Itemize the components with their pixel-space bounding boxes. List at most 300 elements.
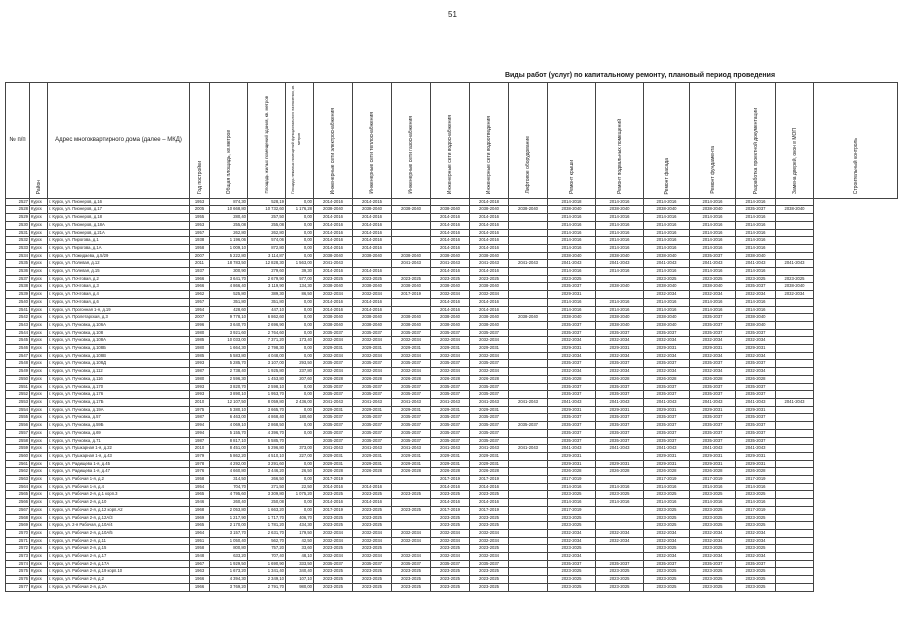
table-cell: 1969 (190, 514, 210, 522)
table-cell: 2041-2043 (596, 445, 644, 453)
table-cell: г. Курск, ул. Пучковка, д.112 (48, 368, 190, 376)
table-cell: 2029-2031 (470, 452, 509, 460)
table-cell: 2035-2037 (596, 422, 644, 430)
table-cell: 2035-2037 (596, 329, 644, 337)
table-cell: 2023-2025 (470, 545, 509, 553)
table-cell: 2023-2025 (548, 576, 596, 584)
table-cell: 2032-2034 (470, 537, 509, 545)
table-cell: 2014-2016 (314, 306, 353, 314)
table-cell: 2023-2025 (736, 275, 776, 283)
table-cell: 2023-2025 (736, 491, 776, 499)
table-cell: 2014-2016 (548, 214, 596, 222)
table-cell: г. Курск, ул. Полевая, д.12 (48, 260, 190, 268)
table-cell: 3 921,60 (210, 329, 248, 337)
table-cell: 1967 (190, 560, 210, 568)
table-cell: 2023-2025 (736, 568, 776, 576)
table-cell: 2014-2016 (353, 298, 392, 306)
table-cell (509, 321, 548, 329)
table-cell: 2014-2016 (314, 298, 353, 306)
table-cell: 2014-2016 (470, 237, 509, 245)
table-cell: г. Курск, ул. Пионеров, д.16 (48, 198, 190, 206)
table-cell: 2035-2037 (644, 383, 690, 391)
table-cell: 2035-2037 (690, 437, 736, 445)
table-cell: 2032-2034 (314, 537, 353, 545)
table-cell: 1993 (190, 383, 210, 391)
table-cell (392, 306, 431, 314)
table-cell: 2035-2037 (596, 391, 644, 399)
table-cell: 2017-2019 (431, 476, 470, 484)
table-cell: 2014-2016 (431, 499, 470, 507)
table-cell: 2014-2016 (431, 306, 470, 314)
table-cell: 2023-2025 (353, 522, 392, 530)
table-row (6, 214, 898, 222)
table-cell: 434,30 (286, 522, 314, 530)
header-row (6, 83, 898, 199)
table-cell: Курск (30, 244, 48, 252)
table-cell (509, 553, 548, 561)
table-cell: 2032-2034 (690, 368, 736, 376)
table-cell (509, 375, 548, 383)
table-cell: 2038-2040 (736, 252, 776, 260)
table-cell (776, 414, 814, 422)
table-cell: 2014-2016 (431, 298, 470, 306)
table-cell: 2014-2016 (644, 499, 690, 507)
table-cell: 2563 (6, 476, 30, 484)
table-cell: 2038-2040 (314, 283, 353, 291)
table-cell: 2038-2040 (644, 283, 690, 291)
table-cell: 2035-2037 (690, 314, 736, 322)
table-cell: 2550 (6, 375, 30, 383)
table-cell: 2023-2025 (548, 275, 596, 283)
table-cell: 1966 (190, 283, 210, 291)
table-cell: 2014-2016 (596, 483, 644, 491)
table-cell: 2032-2034 (431, 352, 470, 360)
table-cell: 2038-2040 (470, 314, 509, 322)
table-cell: 2041-2043 (353, 398, 392, 406)
table-cell: 2029-2031 (690, 345, 736, 353)
table-cell: 1985 (190, 352, 210, 360)
table-cell: 2032-2034 (353, 553, 392, 561)
table-cell: 2026-2028 (644, 468, 690, 476)
table-cell: 2014-2016 (644, 483, 690, 491)
table-cell: 2032-2034 (392, 368, 431, 376)
table-cell: 2035-2037 (431, 560, 470, 568)
table-cell: 2561 (6, 460, 30, 468)
table-row (6, 229, 898, 237)
table-cell: 2014-2016 (353, 221, 392, 229)
table-cell: 2026-2028 (596, 375, 644, 383)
table-cell: 2023-2025 (353, 514, 392, 522)
table-cell: 2014-2016 (314, 268, 353, 276)
table-cell: 1994 (190, 422, 210, 430)
table-cell: 2023-2025 (736, 522, 776, 530)
col-lift: Лифтовое оборудование (509, 83, 548, 199)
table-cell (509, 476, 548, 484)
table-cell: 2023-2025 (470, 275, 509, 283)
table-cell: 2038-2040 (548, 206, 596, 214)
table-cell: 2035-2037 (596, 429, 644, 437)
table-cell: г. Курск, ул. Почтовая, д.4 (48, 291, 190, 299)
table-cell: 2032-2034 (431, 529, 470, 537)
table-cell: 2014-2016 (548, 244, 596, 252)
table-cell: 2023-2025 (431, 491, 470, 499)
table-cell: 2035-2037 (353, 414, 392, 422)
table-cell: 12 107,50 (210, 398, 248, 406)
table-cell: 2029-2031 (392, 460, 431, 468)
table-cell: 2 764,60 (248, 329, 286, 337)
table-cell: 2014-2016 (644, 229, 690, 237)
table-cell: 1955 (190, 214, 210, 222)
table-cell: 2035-2037 (548, 283, 596, 291)
table-cell: 2032-2034 (314, 352, 353, 360)
table-cell: 2029-2031 (644, 460, 690, 468)
table-body (6, 198, 898, 591)
table-cell: 2041-2043 (470, 445, 509, 453)
table-cell: г. Курск, ул. Почтовая, д.6 (48, 298, 190, 306)
table-cell: 2014-2016 (548, 268, 596, 276)
table-cell: 2038-2040 (596, 206, 644, 214)
table-cell: Курск (30, 206, 48, 214)
table-row (6, 337, 898, 345)
table-cell: 2038-2040 (736, 314, 776, 322)
table-cell: 1 075,20 (286, 491, 314, 499)
table-row (6, 391, 898, 399)
table-cell: 2 631,70 (248, 529, 286, 537)
table-row (6, 268, 898, 276)
table-cell: 0,00 (286, 252, 314, 260)
table-cell: 2023-2025 (431, 576, 470, 584)
col-area-nonres: Площадь нежилых помещений функционального назначения, кв. метров (286, 83, 314, 199)
table-cell: 2032-2034 (690, 529, 736, 537)
table-cell: 2023-2025 (548, 514, 596, 522)
table-cell: 980,00 (286, 583, 314, 591)
table-cell: 1963 (190, 568, 210, 576)
table-cell: г. Курск, ул. Рабочая 2-я, д.15 (48, 545, 190, 553)
table-cell (776, 214, 814, 222)
table-cell: 2014-2016 (736, 244, 776, 252)
table-cell: г. Курск, ул. Пучковка, д.116 (48, 375, 190, 383)
table-cell: 2023-2025 (470, 576, 509, 584)
table-cell: 2032-2034 (644, 537, 690, 545)
table-cell: 2023-2025 (690, 568, 736, 576)
table-cell: 2032-2034 (736, 291, 776, 299)
table-cell: Курск (30, 214, 48, 222)
table-cell: 2014-2016 (690, 229, 736, 237)
table-cell: 2023-2025 (353, 491, 392, 499)
table-row (6, 306, 898, 314)
table-cell: 2023-2025 (736, 545, 776, 553)
table-cell: 2557 (6, 429, 30, 437)
table-row (6, 553, 898, 561)
table-cell: 2026-2028 (431, 468, 470, 476)
table-cell: 1987 (190, 437, 210, 445)
table-row (6, 406, 898, 414)
table-cell: 2014-2016 (644, 298, 690, 306)
table-cell: 2014-2016 (470, 244, 509, 252)
table-cell: 2041-2043 (548, 445, 596, 453)
table-cell: 3 640,70 (210, 321, 248, 329)
table-cell: 2528 (6, 206, 30, 214)
table-cell: 2014-2016 (353, 499, 392, 507)
table-cell: 0,00 (286, 244, 314, 252)
table-cell: 1 663,20 (248, 506, 286, 514)
table-cell: 2035-2037 (596, 437, 644, 445)
table-cell: 0,00 (286, 422, 314, 430)
table-cell: 2035-2037 (431, 437, 470, 445)
table-cell: 2014-2016 (596, 237, 644, 245)
table-cell: 2041-2043 (392, 398, 431, 406)
table-cell: 5 222,80 (210, 252, 248, 260)
table-cell: 2032-2034 (548, 352, 596, 360)
table-cell: 1987 (190, 368, 210, 376)
table-cell: 2041-2043 (431, 260, 470, 268)
table-cell: 2026-2028 (736, 375, 776, 383)
table-cell: 2035-2037 (470, 383, 509, 391)
table-cell: г. Курск, ул. Пучковка, д.69 (48, 429, 190, 437)
table-cell: 2038-2040 (392, 252, 431, 260)
table-cell: 2035-2037 (470, 414, 509, 422)
table-cell (776, 352, 814, 360)
table-cell: 2543 (6, 321, 30, 329)
table-cell: 2032-2034 (314, 368, 353, 376)
table-cell: 2017-2019 (392, 291, 431, 299)
table-cell: Курск (30, 522, 48, 530)
table-row (6, 422, 898, 430)
table-cell: 2023-2025 (314, 275, 353, 283)
table-cell: Курск (30, 506, 48, 514)
table-cell: Курск (30, 476, 48, 484)
table-cell: 314,50 (210, 476, 248, 484)
table-cell: 3 157,70 (210, 529, 248, 537)
table-cell: Курск (30, 221, 48, 229)
table-cell: г. Курск, ул. Пучковка, д.170 (48, 383, 190, 391)
table-cell: 2038-2040 (314, 314, 353, 322)
table-cell: 3 119,90 (248, 283, 286, 291)
table-cell: 2026-2028 (690, 375, 736, 383)
table-cell: Курск (30, 375, 48, 383)
table-cell: Курск (30, 237, 48, 245)
table-cell: 2035-2037 (548, 329, 596, 337)
table-cell: 2026-2028 (431, 375, 470, 383)
table-cell: 2032-2034 (470, 352, 509, 360)
table-cell: 1 925,80 (248, 368, 286, 376)
table-cell: 2023-2025 (353, 568, 392, 576)
table-cell: 1 929,50 (210, 560, 248, 568)
table-cell: 0,00 (286, 229, 314, 237)
table-cell: 2017-2019 (431, 506, 470, 514)
table-cell: 6 862,60 (248, 314, 286, 322)
table-cell: Курск (30, 414, 48, 422)
table-cell: 2029-2031 (548, 406, 596, 414)
table-row (6, 368, 898, 376)
table-cell (392, 522, 431, 530)
table-cell (776, 306, 814, 314)
table-cell: Курск (30, 499, 48, 507)
table-cell: 2014-2016 (736, 221, 776, 229)
table-cell (776, 422, 814, 430)
table-cell: Курск (30, 429, 48, 437)
table-cell: 257,50 (248, 214, 286, 222)
table-cell: 2035-2037 (392, 414, 431, 422)
table-cell: 0,00 (286, 476, 314, 484)
table-row (6, 329, 898, 337)
table-cell (776, 252, 814, 260)
table-cell: 2035-2037 (314, 422, 353, 430)
table-cell: 2038-2040 (353, 206, 392, 214)
table-cell: г. Курск, ул. Рабочая 2-я, д.10А/5 (48, 529, 190, 537)
table-cell: Курск (30, 268, 48, 276)
table-row (6, 437, 898, 445)
table-cell (776, 514, 814, 522)
table-cell: 2014-2016 (353, 244, 392, 252)
table-cell: 2014-2016 (470, 499, 509, 507)
table-cell: 2038-2040 (470, 206, 509, 214)
table-cell: 2035-2037 (644, 429, 690, 437)
table-cell: 2023-2025 (736, 583, 776, 591)
table-cell: 0,00 (286, 383, 314, 391)
table-cell: 2041-2043 (431, 398, 470, 406)
table-cell: 279,60 (248, 268, 286, 276)
col-sewer: Инженерные сети водоотведения (470, 83, 509, 199)
table-row (6, 360, 898, 368)
table-cell: 2032-2034 (314, 529, 353, 537)
table-cell: 2035-2037 (353, 437, 392, 445)
table-cell: 2023-2025 (470, 522, 509, 530)
table-cell: 2014-2015 (353, 198, 392, 206)
table-cell: 2014-2016 (314, 483, 353, 491)
table-cell: 2032-2034 (470, 291, 509, 299)
table-cell: 2566 (6, 499, 30, 507)
table-cell: 2017-2019 (314, 476, 353, 484)
table-cell: 2038-2040 (596, 321, 644, 329)
table-cell: 2029-2031 (431, 452, 470, 460)
table-cell: 2023-2025 (548, 568, 596, 576)
table-cell: Курск (30, 368, 48, 376)
table-cell: 2035-2037 (470, 437, 509, 445)
table-cell: 2572 (6, 545, 30, 553)
table-cell: 2005 (190, 206, 210, 214)
table-cell: 1966 (190, 275, 210, 283)
table-cell: 1 050,40 (210, 537, 248, 545)
table-cell: 2038-2040 (548, 252, 596, 260)
table-cell (776, 337, 814, 345)
table-cell: 2029-2031 (353, 452, 392, 460)
table-cell: г. Курск, ул. Рабочая 2-я, д.12 корп.А2 (48, 506, 190, 514)
table-cell: 2023-2025 (314, 583, 353, 591)
table-cell: 2549 (6, 368, 30, 376)
table-cell: 1953 (190, 198, 210, 206)
table-cell: 2014-2016 (431, 229, 470, 237)
table-cell: 2014-2016 (431, 221, 470, 229)
table-cell: 707,40 (248, 553, 286, 561)
table-cell: Курск (30, 445, 48, 453)
table-cell: 2541 (6, 306, 30, 314)
table-cell (776, 391, 814, 399)
table-cell: 2014-2016 (596, 298, 644, 306)
table-cell (776, 476, 814, 484)
table-cell: 2014-2016 (644, 237, 690, 245)
table-row (6, 545, 898, 553)
table-cell (509, 452, 548, 460)
table-cell: 2038-2040 (353, 314, 392, 322)
table-cell: 2023-2025 (392, 506, 431, 514)
table-cell: 2035-2037 (644, 437, 690, 445)
table-cell: 2035-2037 (392, 560, 431, 568)
table-cell: 2038-2040 (690, 206, 736, 214)
table-cell: 2014-2016 (314, 499, 353, 507)
table-cell: 2035-2037 (548, 429, 596, 437)
table-cell: 2035-2037 (644, 329, 690, 337)
table-cell: 2041-2043 (548, 398, 596, 406)
table-cell: 800,80 (210, 545, 248, 553)
table-cell: г. Курск, ул. Почтовая, д.2 (48, 275, 190, 283)
table-cell: 2023-2025 (644, 506, 690, 514)
table-cell: 2534 (6, 252, 30, 260)
table-cell: 2029-2031 (548, 345, 596, 353)
table-cell: 1 453,80 (248, 375, 286, 383)
table-cell: 2023-2025 (690, 514, 736, 522)
col-area-total: Общая площадь, кв.метров (210, 83, 248, 199)
table-cell: г. Курск, ул. Пучковка, д.71 (48, 437, 190, 445)
table-row (6, 568, 898, 576)
table-cell: 2017-2019 (644, 476, 690, 484)
table-cell: г. Курск, ул. Рабочая 2-я, д.19 корп.10 (48, 568, 190, 576)
table-cell: 2032-2034 (736, 537, 776, 545)
table-cell: г. Курск, ул. Полевая, д.15 (48, 268, 190, 276)
table-cell: 2038-2040 (596, 283, 644, 291)
table-cell (776, 298, 814, 306)
table-cell: 2014-2016 (596, 229, 644, 237)
table-cell: 2029-2031 (314, 452, 353, 460)
table-cell: 2038-2040 (314, 206, 353, 214)
table-cell: 2026-2028 (314, 468, 353, 476)
table-cell: 2014-2016 (548, 499, 596, 507)
table-cell: 2023-2025 (596, 568, 644, 576)
table-cell: 2014-2016 (644, 306, 690, 314)
table-cell: 2023-2025 (392, 275, 431, 283)
table-cell: 1937 (190, 268, 210, 276)
table-cell: 351,80 (210, 298, 248, 306)
table-cell: 2035-2037 (470, 329, 509, 337)
table-cell (509, 329, 548, 337)
table-cell: 180,60 (286, 414, 314, 422)
table-cell (509, 298, 548, 306)
table-cell: 2023-2025 (548, 583, 596, 591)
table-cell: 2 798,30 (248, 345, 286, 353)
table-cell: 2014-2016 (353, 306, 392, 314)
table-cell: 2023-2025 (314, 522, 353, 530)
table-cell: 1 717,70 (248, 514, 286, 522)
table-cell: 2032-2034 (353, 368, 392, 376)
table-cell: 2041-2043 (776, 398, 814, 406)
table-cell: 2026-2028 (353, 468, 392, 476)
table-cell: 2029-2031 (431, 460, 470, 468)
table-cell: 2038-2040 (736, 321, 776, 329)
table-cell: 2032-2034 (690, 553, 736, 561)
table-cell: 1 176,28 (286, 206, 314, 214)
table-cell: 2038-2040 (548, 314, 596, 322)
table-cell: 2023-2025 (644, 545, 690, 553)
table-cell: 872,80 (248, 244, 286, 252)
table-cell: 2558 (6, 437, 30, 445)
table-cell: г. Курск, ул. Пионеров, д.18А (48, 221, 190, 229)
table-cell: 2014-2016 (690, 198, 736, 206)
table-cell: г. Курск, ул. Пожидаева, д.5/29 (48, 252, 190, 260)
col-foundation: Ремонт фундамента (690, 83, 736, 199)
table-cell: 2038-2040 (392, 321, 431, 329)
table-cell: 2041-2043 (736, 260, 776, 268)
table-cell: 2035-2037 (548, 360, 596, 368)
